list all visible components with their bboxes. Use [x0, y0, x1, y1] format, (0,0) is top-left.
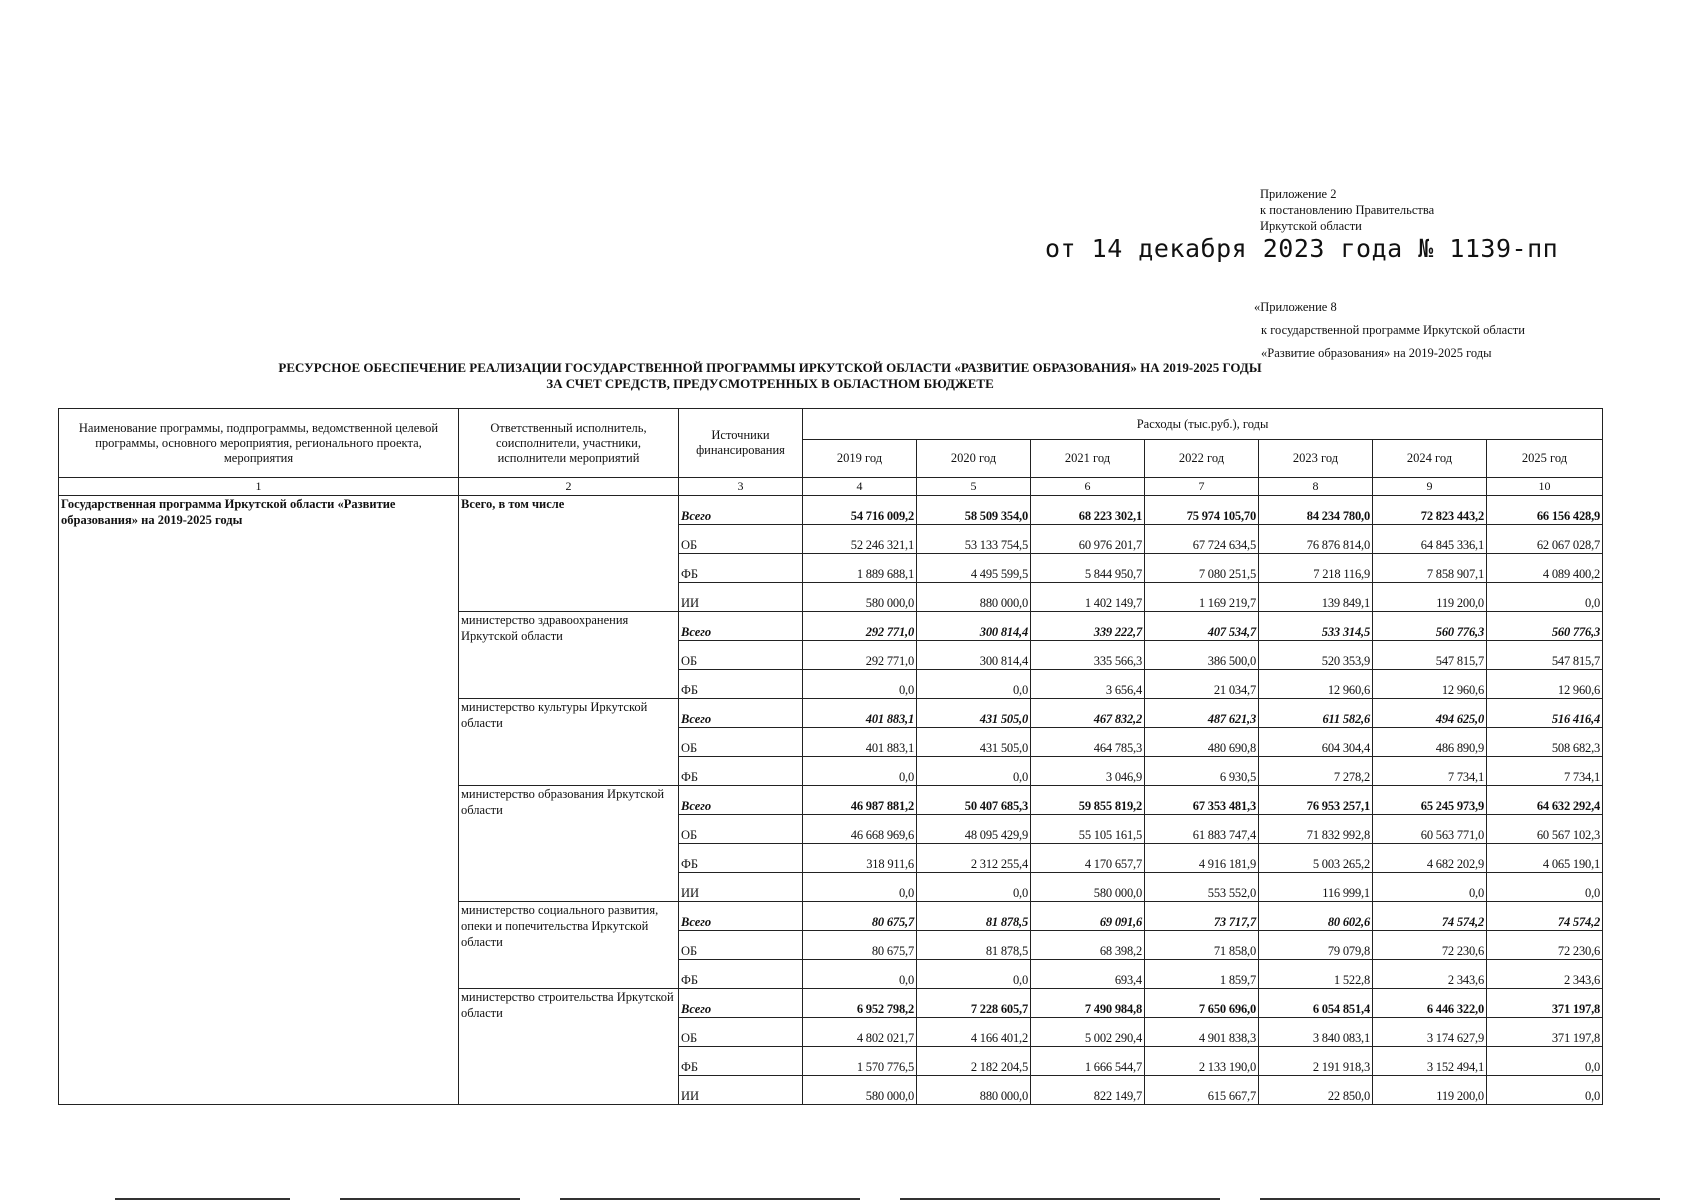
- value-cell: 1 666 544,7: [1031, 1047, 1145, 1076]
- value-cell: 611 582,6: [1259, 699, 1373, 728]
- value-cell: 464 785,3: [1031, 728, 1145, 757]
- value-cell: 67 724 634,5: [1145, 525, 1259, 554]
- source-cell: ИИ: [679, 583, 803, 612]
- value-cell: 79 079,8: [1259, 931, 1373, 960]
- value-cell: 533 314,5: [1259, 612, 1373, 641]
- value-cell: 401 883,1: [803, 699, 917, 728]
- value-cell: 2 343,6: [1373, 960, 1487, 989]
- value-cell: 604 304,4: [1259, 728, 1373, 757]
- header-year: 2019 год: [803, 440, 917, 478]
- value-cell: 0,0: [1487, 873, 1603, 902]
- value-cell: 119 200,0: [1373, 583, 1487, 612]
- header-name: Наименование программы, подпрограммы, ведомственной целевой программы, основного мероприятия, регионального проекта, мероприятия: [59, 409, 459, 478]
- executor-cell: министерство социального развития, опеки и попечительства Иркутской области: [459, 902, 679, 989]
- value-cell: 386 500,0: [1145, 641, 1259, 670]
- value-cell: 292 771,0: [803, 641, 917, 670]
- header-source: Источники финансирования: [679, 409, 803, 478]
- value-cell: 12 960,6: [1259, 670, 1373, 699]
- source-cell: ОБ: [679, 525, 803, 554]
- value-cell: 560 776,3: [1487, 612, 1603, 641]
- value-cell: 119 200,0: [1373, 1076, 1487, 1105]
- value-cell: 2 343,6: [1487, 960, 1603, 989]
- value-cell: 7 490 984,8: [1031, 989, 1145, 1018]
- value-cell: 54 716 009,2: [803, 496, 917, 525]
- appendix-8-block: [1254, 296, 1525, 365]
- value-cell: 547 815,7: [1373, 641, 1487, 670]
- value-cell: 3 656,4: [1031, 670, 1145, 699]
- value-cell: 55 105 161,5: [1031, 815, 1145, 844]
- value-cell: 7 228 605,7: [917, 989, 1031, 1018]
- value-cell: 516 416,4: [1487, 699, 1603, 728]
- appendix-line: Иркутской области: [1260, 219, 1362, 233]
- value-cell: 60 976 201,7: [1031, 525, 1145, 554]
- source-cell: ОБ: [679, 728, 803, 757]
- header-year: 2025 год: [1487, 440, 1603, 478]
- value-cell: 68 398,2: [1031, 931, 1145, 960]
- value-cell: 880 000,0: [917, 1076, 1031, 1105]
- value-cell: 61 883 747,4: [1145, 815, 1259, 844]
- appendix-line: к постановлению Правительства: [1260, 203, 1435, 217]
- executor-cell: министерство образования Иркутской области: [459, 786, 679, 902]
- value-cell: 7 734,1: [1487, 757, 1603, 786]
- value-cell: 4 495 599,5: [917, 554, 1031, 583]
- value-cell: 0,0: [1487, 1047, 1603, 1076]
- value-cell: 2 133 190,0: [1145, 1047, 1259, 1076]
- value-cell: 3 046,9: [1031, 757, 1145, 786]
- column-number: 9: [1373, 478, 1487, 496]
- value-cell: 76 876 814,0: [1259, 525, 1373, 554]
- table-row: [59, 496, 1603, 525]
- value-cell: 71 858,0: [1145, 931, 1259, 960]
- value-cell: 480 690,8: [1145, 728, 1259, 757]
- appendix8-line: к государственной программе Иркутской области: [1261, 323, 1525, 337]
- value-cell: 2 312 255,4: [917, 844, 1031, 873]
- source-cell: ОБ: [679, 931, 803, 960]
- title-line: ЗА СЧЕТ СРЕДСТВ, ПРЕДУСМОТРЕННЫХ В ОБЛАСТНОМ БЮДЖЕТЕ: [546, 376, 994, 391]
- value-cell: 64 632 292,4: [1487, 786, 1603, 815]
- value-cell: 1 169 219,7: [1145, 583, 1259, 612]
- value-cell: 7 858 907,1: [1373, 554, 1487, 583]
- column-number: 4: [803, 478, 917, 496]
- value-cell: 5 844 950,7: [1031, 554, 1145, 583]
- value-cell: 52 246 321,1: [803, 525, 917, 554]
- value-cell: 560 776,3: [1373, 612, 1487, 641]
- value-cell: 1 859,7: [1145, 960, 1259, 989]
- value-cell: 335 566,3: [1031, 641, 1145, 670]
- source-cell: ФБ: [679, 1047, 803, 1076]
- value-cell: 12 960,6: [1373, 670, 1487, 699]
- value-cell: 64 845 336,1: [1373, 525, 1487, 554]
- decree-date-stamp: от 14 декабря 2023 года № 1139-пп: [1045, 234, 1559, 263]
- source-cell: ОБ: [679, 641, 803, 670]
- value-cell: 431 505,0: [917, 728, 1031, 757]
- header-year: 2023 год: [1259, 440, 1373, 478]
- value-cell: 6 446 322,0: [1373, 989, 1487, 1018]
- program-name: Государственная программа Иркутской области «Развитие образования» на 2019-2025 годы: [59, 496, 459, 1105]
- value-cell: 300 814,4: [917, 641, 1031, 670]
- value-cell: 4 089 400,2: [1487, 554, 1603, 583]
- source-cell: Всего: [679, 699, 803, 728]
- value-cell: 4 916 181,9: [1145, 844, 1259, 873]
- executor-cell: министерство строительства Иркутской области: [459, 989, 679, 1105]
- value-cell: 0,0: [803, 960, 917, 989]
- value-cell: 0,0: [917, 757, 1031, 786]
- column-number: 5: [917, 478, 1031, 496]
- value-cell: 22 850,0: [1259, 1076, 1373, 1105]
- appendix8-line: «Приложение 8: [1254, 300, 1337, 314]
- value-cell: 3 174 627,9: [1373, 1018, 1487, 1047]
- value-cell: 7 278,2: [1259, 757, 1373, 786]
- value-cell: 60 567 102,3: [1487, 815, 1603, 844]
- value-cell: 0,0: [917, 960, 1031, 989]
- value-cell: 67 353 481,3: [1145, 786, 1259, 815]
- value-cell: 0,0: [1373, 873, 1487, 902]
- source-cell: ФБ: [679, 757, 803, 786]
- value-cell: 6 930,5: [1145, 757, 1259, 786]
- value-cell: 547 815,7: [1487, 641, 1603, 670]
- value-cell: 72 823 443,2: [1373, 496, 1487, 525]
- source-cell: ФБ: [679, 960, 803, 989]
- header-year: 2024 год: [1373, 440, 1487, 478]
- value-cell: 62 067 028,7: [1487, 525, 1603, 554]
- column-number: 3: [679, 478, 803, 496]
- value-cell: 520 353,9: [1259, 641, 1373, 670]
- value-cell: 4 065 190,1: [1487, 844, 1603, 873]
- value-cell: 80 602,6: [1259, 902, 1373, 931]
- value-cell: 3 840 083,1: [1259, 1018, 1373, 1047]
- column-number: 8: [1259, 478, 1373, 496]
- value-cell: 371 197,8: [1487, 1018, 1603, 1047]
- document-title: [60, 360, 1480, 392]
- value-cell: 7 218 116,9: [1259, 554, 1373, 583]
- value-cell: 467 832,2: [1031, 699, 1145, 728]
- value-cell: 12 960,6: [1487, 670, 1603, 699]
- executor-cell: Всего, в том числе: [459, 496, 679, 612]
- value-cell: 339 222,7: [1031, 612, 1145, 641]
- source-cell: ИИ: [679, 1076, 803, 1105]
- value-cell: 84 234 780,0: [1259, 496, 1373, 525]
- column-number: 7: [1145, 478, 1259, 496]
- value-cell: 300 814,4: [917, 612, 1031, 641]
- value-cell: 139 849,1: [1259, 583, 1373, 612]
- source-cell: Всего: [679, 989, 803, 1018]
- value-cell: 76 953 257,1: [1259, 786, 1373, 815]
- value-cell: 580 000,0: [803, 583, 917, 612]
- value-cell: 0,0: [917, 670, 1031, 699]
- value-cell: 72 230,6: [1487, 931, 1603, 960]
- value-cell: 73 717,7: [1145, 902, 1259, 931]
- header-executor: Ответственный исполнитель, соисполнители, участники, исполнители мероприятий: [459, 409, 679, 478]
- value-cell: 74 574,2: [1487, 902, 1603, 931]
- value-cell: 486 890,9: [1373, 728, 1487, 757]
- value-cell: 4 901 838,3: [1145, 1018, 1259, 1047]
- source-cell: ИИ: [679, 873, 803, 902]
- value-cell: 1 402 149,7: [1031, 583, 1145, 612]
- value-cell: 880 000,0: [917, 583, 1031, 612]
- source-cell: ФБ: [679, 554, 803, 583]
- value-cell: 0,0: [917, 873, 1031, 902]
- value-cell: 75 974 105,70: [1145, 496, 1259, 525]
- value-cell: 4 682 202,9: [1373, 844, 1487, 873]
- value-cell: 116 999,1: [1259, 873, 1373, 902]
- header-year: 2022 год: [1145, 440, 1259, 478]
- header-year: 2021 год: [1031, 440, 1145, 478]
- value-cell: 80 675,7: [803, 931, 917, 960]
- value-cell: 0,0: [803, 757, 917, 786]
- source-cell: ФБ: [679, 844, 803, 873]
- value-cell: 371 197,8: [1487, 989, 1603, 1018]
- value-cell: 693,4: [1031, 960, 1145, 989]
- value-cell: 615 667,7: [1145, 1076, 1259, 1105]
- value-cell: 71 832 992,8: [1259, 815, 1373, 844]
- value-cell: 50 407 685,3: [917, 786, 1031, 815]
- value-cell: 66 156 428,9: [1487, 496, 1603, 525]
- value-cell: 7 650 696,0: [1145, 989, 1259, 1018]
- value-cell: 7 080 251,5: [1145, 554, 1259, 583]
- value-cell: 0,0: [1487, 1076, 1603, 1105]
- value-cell: 53 133 754,5: [917, 525, 1031, 554]
- value-cell: 5 002 290,4: [1031, 1018, 1145, 1047]
- source-cell: Всего: [679, 612, 803, 641]
- value-cell: 580 000,0: [803, 1076, 917, 1105]
- header-expenses: Расходы (тыс.руб.), годы: [803, 409, 1603, 440]
- column-number: 2: [459, 478, 679, 496]
- value-cell: 59 855 819,2: [1031, 786, 1145, 815]
- value-cell: 2 191 918,3: [1259, 1047, 1373, 1076]
- source-cell: ФБ: [679, 670, 803, 699]
- executor-cell: министерство культуры Иркутской области: [459, 699, 679, 786]
- value-cell: 0,0: [1487, 583, 1603, 612]
- value-cell: 1 522,8: [1259, 960, 1373, 989]
- value-cell: 431 505,0: [917, 699, 1031, 728]
- value-cell: 21 034,7: [1145, 670, 1259, 699]
- value-cell: 65 245 973,9: [1373, 786, 1487, 815]
- value-cell: 46 668 969,6: [803, 815, 917, 844]
- source-cell: ОБ: [679, 1018, 803, 1047]
- value-cell: 81 878,5: [917, 931, 1031, 960]
- value-cell: 6 054 851,4: [1259, 989, 1373, 1018]
- resource-table: [58, 408, 1603, 1105]
- appendix8-line: «Развитие образования» на 2019-2025 годы: [1261, 346, 1492, 360]
- source-cell: Всего: [679, 786, 803, 815]
- value-cell: 318 911,6: [803, 844, 917, 873]
- value-cell: 553 552,0: [1145, 873, 1259, 902]
- value-cell: 494 625,0: [1373, 699, 1487, 728]
- appendix-line: Приложение 2: [1260, 187, 1337, 201]
- value-cell: 48 095 429,9: [917, 815, 1031, 844]
- title-line: РЕСУРСНОЕ ОБЕСПЕЧЕНИЕ РЕАЛИЗАЦИИ ГОСУДАРСТВЕННОЙ ПРОГРАММЫ ИРКУТСКОЙ ОБЛАСТИ «РАЗВИТИЕ ОБРАЗОВАНИЯ» НА 2019-2025 ГОДЫ: [278, 360, 1262, 375]
- value-cell: 60 563 771,0: [1373, 815, 1487, 844]
- value-cell: 6 952 798,2: [803, 989, 917, 1018]
- value-cell: 4 170 657,7: [1031, 844, 1145, 873]
- source-cell: Всего: [679, 902, 803, 931]
- value-cell: 0,0: [803, 670, 917, 699]
- value-cell: 69 091,6: [1031, 902, 1145, 931]
- source-cell: ОБ: [679, 815, 803, 844]
- column-number: 6: [1031, 478, 1145, 496]
- value-cell: 72 230,6: [1373, 931, 1487, 960]
- value-cell: 58 509 354,0: [917, 496, 1031, 525]
- value-cell: 68 223 302,1: [1031, 496, 1145, 525]
- column-number: 1: [59, 478, 459, 496]
- value-cell: 407 534,7: [1145, 612, 1259, 641]
- value-cell: 74 574,2: [1373, 902, 1487, 931]
- header-year: 2020 год: [917, 440, 1031, 478]
- column-number-row: [59, 478, 1603, 496]
- value-cell: 1 889 688,1: [803, 554, 917, 583]
- value-cell: 0,0: [803, 873, 917, 902]
- executor-cell: министерство здравоохранения Иркутской области: [459, 612, 679, 699]
- source-cell: Всего: [679, 496, 803, 525]
- value-cell: 1 570 776,5: [803, 1047, 917, 1076]
- value-cell: 7 734,1: [1373, 757, 1487, 786]
- value-cell: 46 987 881,2: [803, 786, 917, 815]
- value-cell: 4 802 021,7: [803, 1018, 917, 1047]
- value-cell: 81 878,5: [917, 902, 1031, 931]
- value-cell: 580 000,0: [1031, 873, 1145, 902]
- value-cell: 3 152 494,1: [1373, 1047, 1487, 1076]
- column-number: 10: [1487, 478, 1603, 496]
- value-cell: 80 675,7: [803, 902, 917, 931]
- value-cell: 5 003 265,2: [1259, 844, 1373, 873]
- value-cell: 822 149,7: [1031, 1076, 1145, 1105]
- table-body: [59, 496, 1603, 1105]
- value-cell: 292 771,0: [803, 612, 917, 641]
- appendix-2-block: [1260, 186, 1434, 234]
- value-cell: 2 182 204,5: [917, 1047, 1031, 1076]
- value-cell: 4 166 401,2: [917, 1018, 1031, 1047]
- value-cell: 401 883,1: [803, 728, 917, 757]
- value-cell: 508 682,3: [1487, 728, 1603, 757]
- value-cell: 487 621,3: [1145, 699, 1259, 728]
